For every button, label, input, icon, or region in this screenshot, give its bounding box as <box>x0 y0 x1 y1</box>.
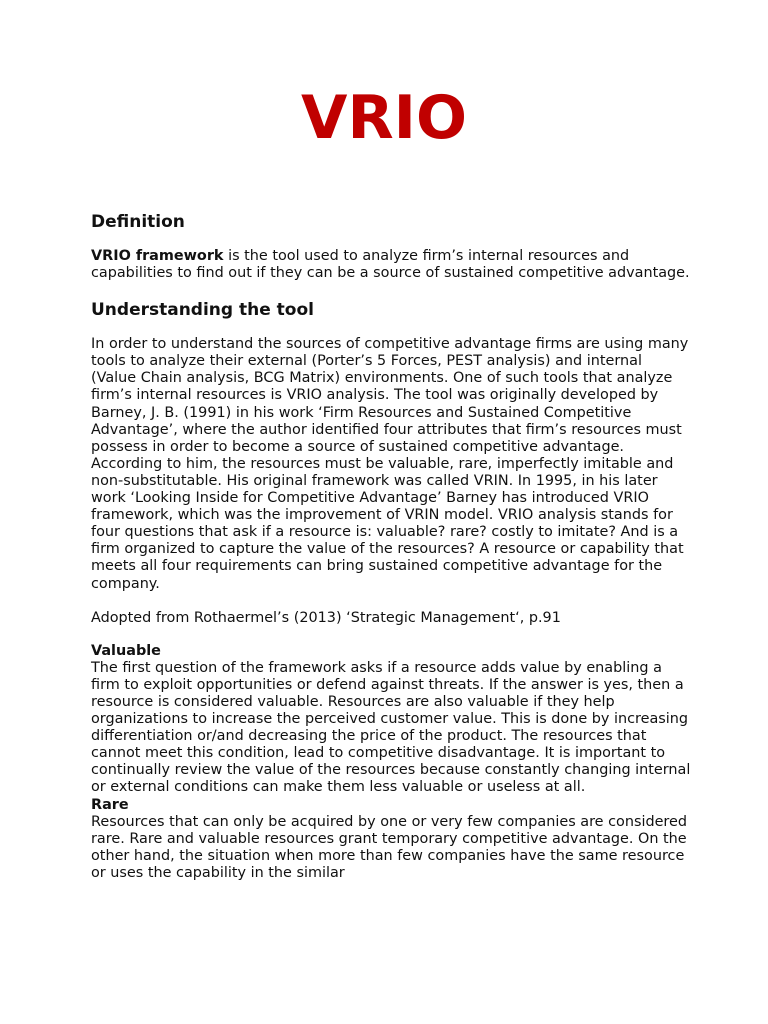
understanding-heading: Understanding the tool <box>91 300 314 321</box>
understanding-paragraph: In order to understand the sources of competitive advantage firms are using many tools to analyze their external (Porter’s 5 Forces, PEST analysis) and internal (Value Chain analysis, BCG Matrix) environments. One of such tools that analyze firm’s internal resources is VRIO analysis. The tool was originally developed by Barney, J. B. (1991) in his work ‘Firm Resources and Sustained Competitive Advantage’, where the author identified four attributes that firm’s resources must possess in order to become a source of sustained competitive advantage. According to him, the resources must be valuable, rare, imperfectly imitable and non-substitutable. His original framework was called VRIN. In 1995, in his later work ‘Looking Inside for Competitive Advantage’ Barney has introduced VRIO framework, which was the improvement of VRIN model. VRIO analysis stands for four questions that ask if a resource is: valuable? rare? costly to imitate? And is a firm organized to capture the value of the resources? A resource or capability that meets all four requirements can bring sustained competitive advantage for the company. <box>91 336 689 592</box>
document-title: VRIO <box>301 83 467 153</box>
document-body <box>91 210 691 882</box>
valuable-paragraph: The first question of the framework asks if a resource adds value by enabling a firm to exploit opportunities or defend against threats. If the answer is yes, then a resource is considered valuable. Resources are also valuable if they help organizations to increase the perceived customer value. This is done by increasing differentiation or/and decreasing the price of the product. The resources that cannot meet this condition, lead to competitive disadvantage. It is important to continually review the value of the resources because constantly changing internal or external conditions can make them less valuable or useless at all. <box>91 659 691 796</box>
rare-paragraph: Resources that can only be acquired by one or very few companies are considered rare. Rare and valuable resources grant temporary competitive advantage. On the other hand, the situation when more than few companies have the same resource or uses the capability in the similar <box>91 813 688 881</box>
definition-text: is the tool used to analyze firm’s internal resources and capabilities to find out if they can be a source of sustained competitive advantage. <box>91 248 690 282</box>
definition-heading: Definition <box>91 212 185 232</box>
valuable-heading: Valuable <box>91 642 161 659</box>
definition-term: VRIO framework <box>91 248 224 264</box>
definition-paragraph <box>91 248 691 282</box>
source-citation: Adopted from Rothaermel’s (2013) ‘Strategic Management‘, p.91 <box>91 609 561 626</box>
rare-heading: Rare <box>91 796 129 813</box>
